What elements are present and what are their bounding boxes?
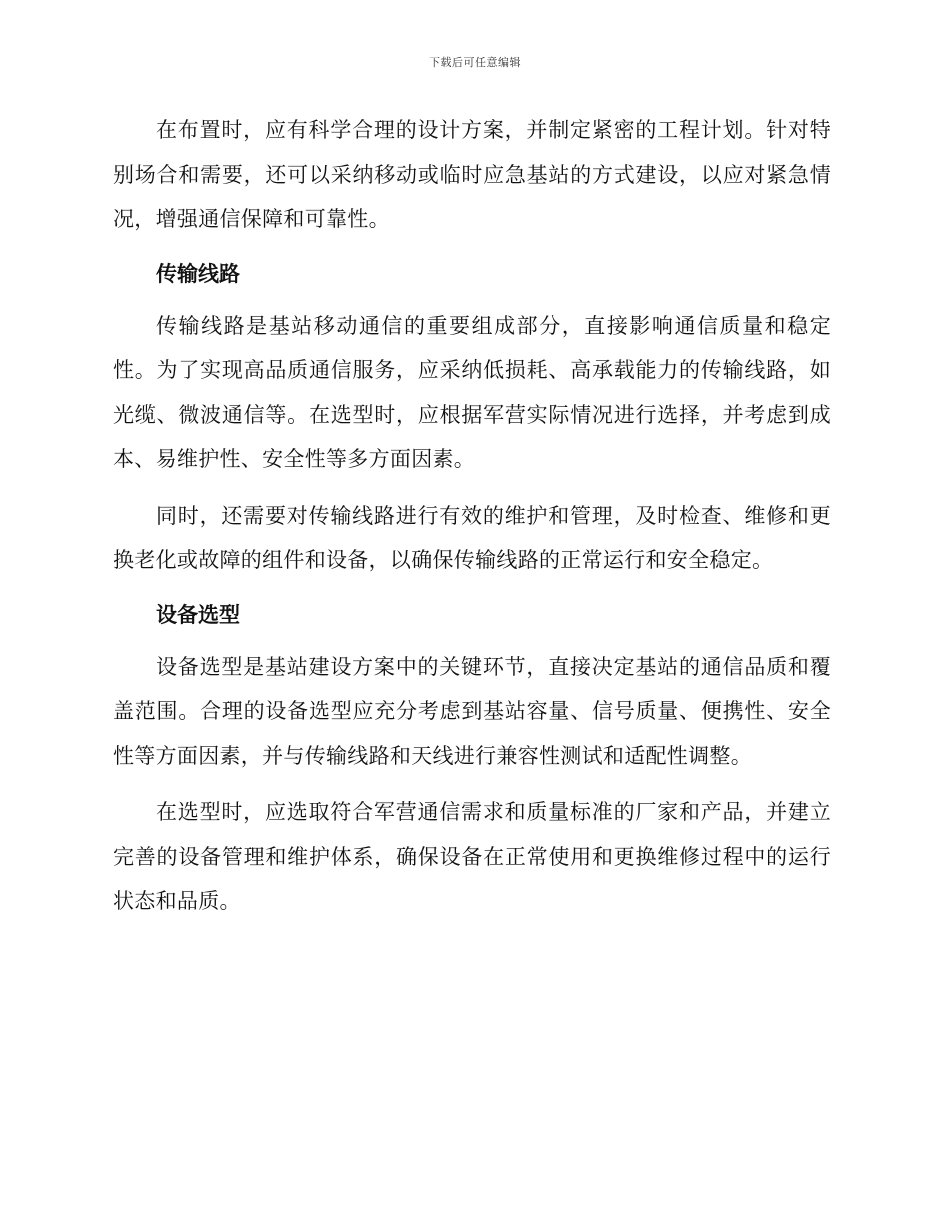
page-header: 下载后可任意编辑 <box>429 56 521 69</box>
document-body <box>113 108 831 936</box>
paragraph-equipment-selection: 设备选型是基站建设方案中的关键环节，直接决定基站的通信品质和覆盖范围。合理的设备选型应充分考虑到基站容量、信号质量、便携性、安全性等方面因素，并与传输线路和天线进行兼容性测试和适配性调整。 <box>113 654 831 768</box>
paragraph-equipment-vendors: 在选型时，应选取符合军营通信需求和质量标准的厂家和产品，并建立完善的设备管理和维护体系，确保设备在正常使用和更换维修过程中的运行状态和品质。 <box>113 800 831 913</box>
section-heading-equipment-selection: 设备选型 <box>156 602 240 627</box>
section-heading-transmission-lines: 传输线路 <box>156 261 240 286</box>
paragraph-deployment: 在布置时，应有科学合理的设计方案，并制定紧密的工程计划。针对特别场合和需要，还可以采纳移动或临时应急基站的方式建设，以应对紧急情况，增强通信保障和可靠性。 <box>113 118 831 231</box>
paragraph-transmission-lines: 传输线路是基站移动通信的重要组成部分，直接影响通信质量和稳定性。为了实现高品质通信服务，应采纳低损耗、高承载能力的传输线路，如光缆、微波通信等。在选型时，应根据军营实际情况进行选择，并考虑到成本、易维护性、安全性等多方面因素。 <box>113 313 831 471</box>
paragraph-transmission-maintenance: 同时，还需要对传输线路进行有效的维护和管理，及时检查、维修和更换老化或故障的组件和设备，以确保传输线路的正常运行和安全稳定。 <box>113 503 831 572</box>
